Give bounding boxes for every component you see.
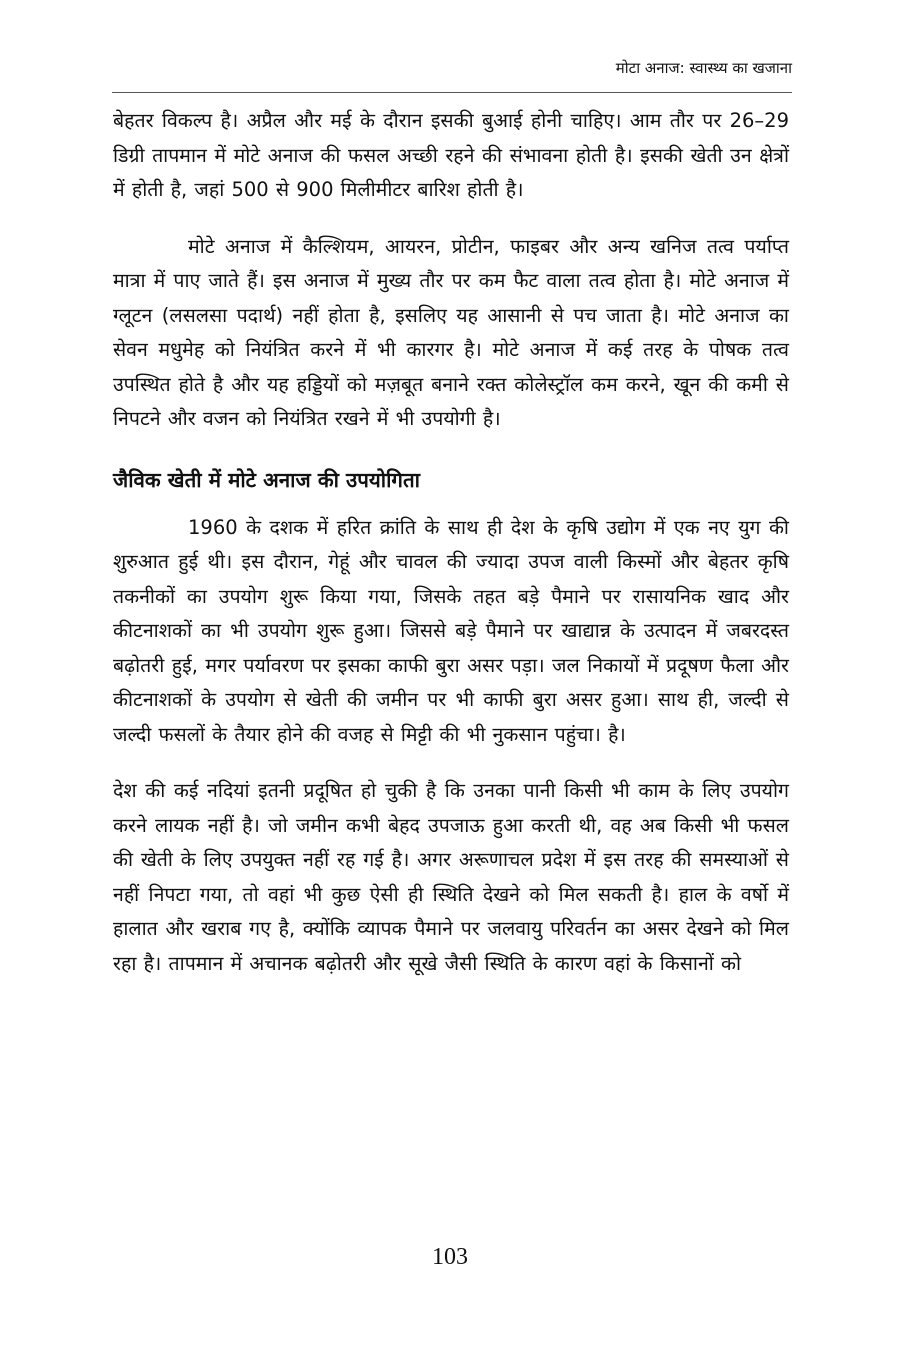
header-divider bbox=[112, 92, 792, 93]
page-number: 103 bbox=[432, 1244, 468, 1270]
paragraph-sowing: बेहतर विकल्प है। अप्रैल और मई के दौरान इसकी बुआई होनी चाहिए। आम तौर पर 26–29 डिग्री तापमान में मोटे अनाज की फसल अच्छी रहने की संभावना होती है। इसकी खेती उन क्षेत्रों में होती है, जहां 500 से 900 मिलीमीटर बारिश होती है। bbox=[113, 109, 789, 201]
paragraph-pollution: देश की कई नदियां इतनी प्रदूषित हो चुकी है कि उनका पानी किसी भी काम के लिए उपयोग करने लायक नहीं है। जो जमीन कभी बेहद उपजाऊ हुआ करती थी, वह अब किसी भी फसल की खेती के लिए उपयुक्त नहीं रह गई है। अगर अरूणाचल प्रदेश में इस तरह की समस्याओं से नहीं निपटा गया, तो वहां भी कुछ ऐसी ही स्थिति देखने को मिल सकती है। हाल के वर्षो में हालात और खराब गए है, क्योंकि व्यापक पैमाने पर जलवायु परिवर्तन का असर देखने को मिल रहा है। तापमान में अचानक बढ़ोतरी और सूखे जैसी स्थिति के कारण वहां के किसानों को bbox=[113, 779, 789, 975]
paragraph-green-revolution: 1960 के दशक में हरित क्रांति के साथ ही देश के कृषि उद्योग में एक नए युग की शुरुआत हुई थी। इस दौरान, गेहूं और चावल की ज्यादा उपज वाली किस्मों और बेहतर कृषि तकनीकों का उपयोग शुरू किया गया, जिसके तहत बड़े पैमाने पर रासायनिक खाद और कीटनाशकों का भी उपयोग शुरू हुआ। जिससे बड़े पैमाने पर खाद्यान्न के उत्पादन में जबरदस्त बढ़ोतरी हुई, मगर पर्यावरण पर इसका काफी बुरा असर पड़ा। जल निकायों में प्रदूषण फैला और कीटनाशकों के उपयोग से खेती की जमीन पर भी काफी बुरा असर हुआ। साथ ही, जल्दी से जल्दी फसलों के तैयार होने की वजह से मिट्टी की भी नुकसान पहुंचा। है। bbox=[113, 515, 789, 746]
section-heading: जैविक खेती में मोटे अनाज की उपयोगिता bbox=[113, 467, 420, 492]
page-content bbox=[113, 104, 789, 981]
paragraph-nutrition: मोटे अनाज में कैल्शियम, आयरन, प्रोटीन, फाइबर और अन्य खनिज तत्व पर्याप्त मात्रा में पाए जाते हैं। इस अनाज में मुख्य तौर पर कम फैट वाला तत्व होता है। मोटे अनाज में ग्लूटन (लसलसा पदार्थ) नहीं होता है, इसलिए यह आसानी से पच जाता है। मोटे अनाज का सेवन मधुमेह को नियंत्रित करने में भी कारगर है। मोटे अनाज में कई तरह के पोषक तत्व उपस्थित होते है और यह हड्डियों को मज़बूत बनाने रक्त कोलेस्ट्रॉल कम करने, खून की कमी से निपटने और वजन को नियंत्रित रखने में भी उपयोगी है। bbox=[113, 234, 789, 430]
running-header-title: मोटा अनाज: स्वास्थ्य का खजाना bbox=[615, 59, 792, 77]
